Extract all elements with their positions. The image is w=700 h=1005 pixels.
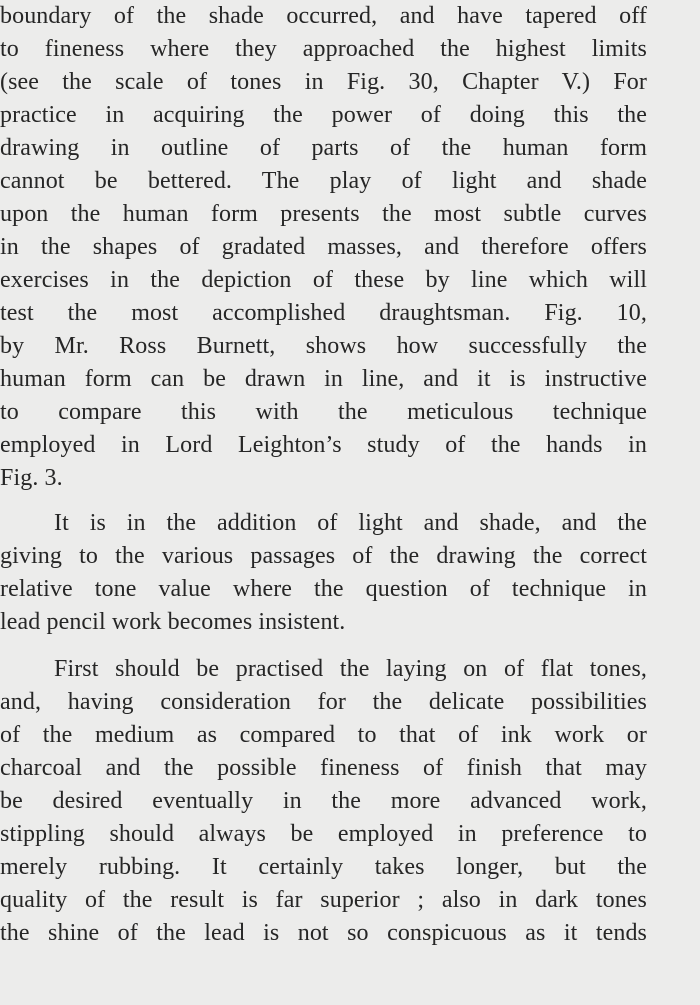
text-line: Fig. 3. [0, 465, 63, 491]
text-line: First should be practised the laying on of flat tones, [54, 656, 647, 682]
text-line: boundary of the shade occurred, and have tapered off [0, 3, 647, 29]
text-line: merely rubbing. It certainly takes longer, but the [0, 854, 647, 880]
text-line: It is in the addition of light and shade, and the [54, 510, 647, 536]
text-line: and, having consideration for the delicate possibilities [0, 689, 647, 715]
text-line: upon the human form presents the most subtle curves [0, 201, 647, 227]
text-line: human form can be drawn in line, and it is instructive [0, 366, 647, 392]
text-line: charcoal and the possible fineness of finish that may [0, 755, 647, 781]
text-line: employed in Lord Leighton’s study of the hands in [0, 432, 647, 458]
text-line: by Mr. Ross Burnett, shows how successfully the [0, 333, 647, 359]
text-line: to compare this with the meticulous technique [0, 399, 647, 425]
text-line: exercises in the depiction of these by line which will [0, 267, 647, 293]
text-line: the shine of the lead is not so conspicuous as it tends [0, 920, 647, 946]
text-line: practice in acquiring the power of doing this the [0, 102, 647, 128]
text-line: quality of the result is far superior ; also in dark tones [0, 887, 647, 913]
text-line: cannot be bettered. The play of light and shade [0, 168, 647, 194]
text-line: giving to the various passages of the drawing the correct [0, 543, 647, 569]
text-line: (see the scale of tones in Fig. 30, Chapter V.) For [0, 69, 647, 95]
text-line: lead pencil work becomes insistent. [0, 609, 346, 635]
text-line: be desired eventually in the more advanced work, [0, 788, 647, 814]
text-line: drawing in outline of parts of the human form [0, 135, 647, 161]
text-line: to fineness where they approached the highest limits [0, 36, 647, 62]
text-line: in the shapes of gradated masses, and therefore offers [0, 234, 647, 260]
text-line: relative tone value where the question of technique in [0, 576, 647, 602]
text-line: stippling should always be employed in preference to [0, 821, 647, 847]
text-line: test the most accomplished draughtsman. Fig. 10, [0, 300, 647, 326]
text-line: of the medium as compared to that of ink work or [0, 722, 647, 748]
